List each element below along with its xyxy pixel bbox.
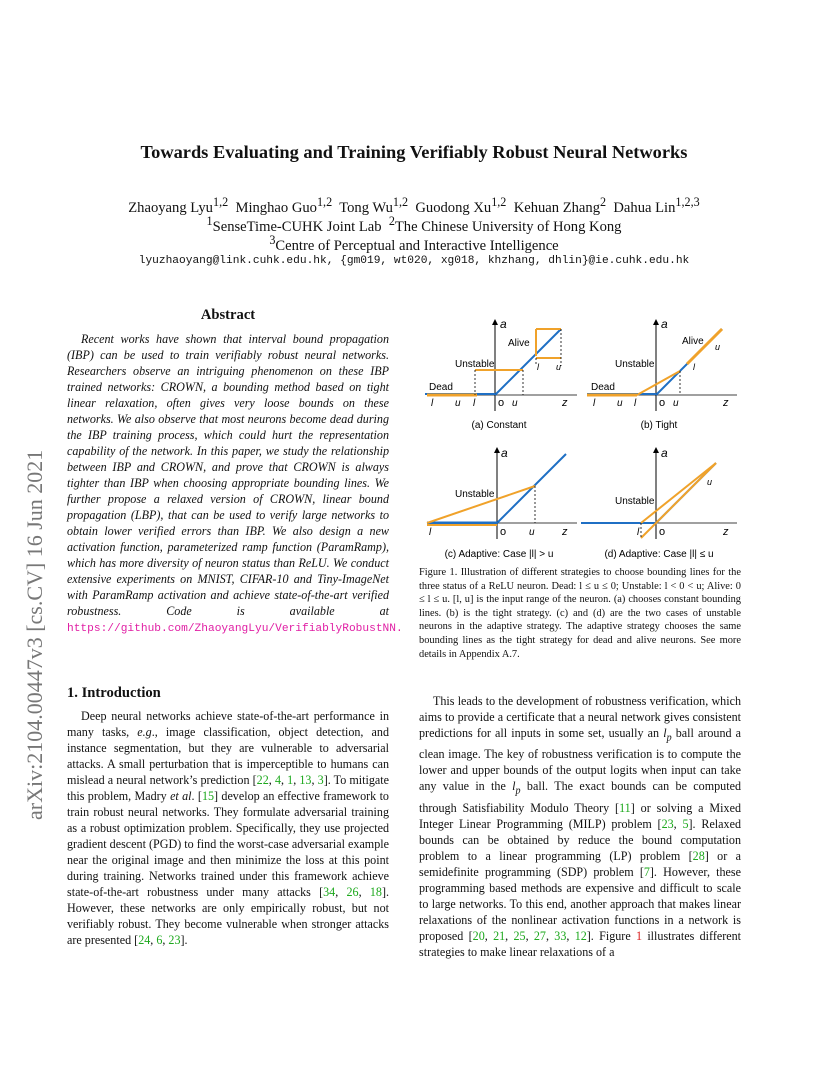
tick-u: u bbox=[707, 477, 713, 487]
abstract-heading: Abstract bbox=[200, 307, 256, 323]
author-emails: lyuzhaoyang@link.cuhk.edu.hk, {gm019, wt020, xg018, khzhang, dhlin}@ie.cuhk.edu.hk bbox=[138, 255, 690, 267]
subcaption-d: (d) Adaptive: Case |l| ≤ u bbox=[604, 549, 714, 560]
label-a: a bbox=[661, 317, 668, 331]
arxiv-stamp: arXiv:2104.00447v3 [cs.CV] 16 Jun 2021 bbox=[22, 449, 47, 820]
label-a: a bbox=[661, 446, 668, 460]
affiliation-line-2: $^3$Centre of Perceptual and Interactive Intelligence bbox=[269, 233, 559, 254]
panel-c-adaptive-large-l bbox=[427, 446, 577, 560]
label-z: z bbox=[562, 397, 568, 409]
label-dead: Dead bbox=[429, 382, 453, 393]
code-link[interactable]: https://github.com/ZhaoyangLyu/VerifiablyRobustNN. bbox=[67, 623, 403, 635]
origin-label: o bbox=[659, 526, 666, 538]
tick-l: l bbox=[693, 362, 695, 372]
affiliation-line-1: $^1$SenseTime-CUHK Joint Lab $^2$The Chinese University of Hong Kong bbox=[206, 214, 622, 235]
relu-line bbox=[497, 454, 566, 523]
tick-u: u bbox=[529, 527, 535, 538]
panel-a-constant bbox=[425, 317, 577, 431]
paper-title: Towards Evaluating and Training Verifiably Robust Neural Networks bbox=[140, 142, 688, 162]
label-dead: Dead bbox=[591, 382, 615, 393]
label-unstable: Unstable bbox=[615, 359, 655, 370]
label-z: z bbox=[723, 397, 729, 409]
label-unstable: Unstable bbox=[455, 489, 495, 500]
panel-d-adaptive-small-l bbox=[581, 446, 737, 560]
tick-l: l bbox=[473, 398, 476, 409]
tick-l: l bbox=[634, 398, 637, 409]
tick-l: l bbox=[537, 362, 539, 372]
tick-l: l bbox=[429, 527, 432, 538]
upper-bound-line bbox=[641, 463, 716, 523]
tick-u: u bbox=[512, 398, 518, 409]
subcaption-b: (b) Tight bbox=[640, 420, 678, 431]
author-list: Zhaoyang Lyu$^{1,2}$ Minghao Guo$^{1,2}$ Tong Wu$^{1,2}$ Guodong Xu$^{1,2}$ Kehuan Zhang$^2$ Dahua Lin$^{1,2,3}$ bbox=[128, 195, 700, 216]
origin-label: o bbox=[500, 526, 507, 538]
label-z: z bbox=[723, 526, 729, 538]
label-a: a bbox=[500, 317, 507, 331]
origin-label: o bbox=[498, 397, 505, 409]
subcaption-c: (c) Adaptive: Case |l| > u bbox=[444, 549, 554, 560]
label-unstable: Unstable bbox=[615, 496, 655, 507]
label-alive: Alive bbox=[682, 336, 704, 347]
abstract-text: Recent works have shown that interval bound propagation (IBP) can be used to train verifiably robust neural networks. Researchers observe an intriguing phenomenon on these IBP trained networks: CROWN, a bounding method based on tight linear relaxation, often gives very loose bounds on these networks. We also observe that most neurons become dead during the IBP training process, which could hurt the representation capability of the network. In this paper, we study the relationship between IBP and CROWN, and prove that CROWN is always tighter than IBP when choosing appropriate bounding lines. We further propose a relaxed version of CROWN, linear bound propagation (LBP), that can be used to verify large networks to obtain lower verified errors than IBP. We also design a new activation function, parameterized ramp function (ParamRamp), which has more diversity of neuron status than ReLU. We conduct extensive experiments on MNIST, CIFAR-10 and Tiny-ImageNet with ParamRamp activation and achieve state-of-the-art verified robustness. Code is available at bbox=[67, 332, 389, 618]
intro-paragraph-left: Deep neural networks achieve state-of-the-art performance in many tasks, e.g., image classification, object detection, and instance segmentation, but they are vulnerable to adversarial attacks. A small perturbation that is imperceptible to humans can mislead a neural network’s prediction [22, 4, 1, 13, 3]. To mitigate this problem, Madry et al. [15] develop an effective framework to train robust neural networks. They formulate adversarial training as a robust optimization problem. Specifically, they use projected gradient descent (PGD) to find the worst-case adversarial example near the original image and then minimize the loss at this point during training. Networks trained under this framework achieve state-of-the-art robustness under many attacks [34, 26, 18]. However, these networks are only empirically robust, but not verifiably robust. They become vulnerable when stronger attacks are presented [24, 6, 23]. bbox=[67, 709, 390, 947]
section-heading: 1. Introduction bbox=[67, 685, 161, 701]
intro-paragraph-right: This leads to the development of robustness verification, which aims to provide a certificate that a neural network gives consistent predictions for all inputs in some set, usually an $l_p$ ball around a clean image. The key of robustness verification is to compute the lower and upper bounds of the output logits when input can take any value in the $l_p$ ball. The exact bounds can be computed through Satisfiability Modulo Theory [11] or solving a Mixed Integer Linear Programming (MILP) problem [23, 5]. Relaxed bounds can be obtained by reduce the bound computation problem to a linear programming (LP) problem [28] or a semidefinite programming (SDP) problem [7]. However, these programming based methods are expensive and difficult to scale to large networks. To this end, another approach that makes linear relaxations of the nonlinear activation functions in a network is proposed [20, 21, 25, 27, 33, 12]. Figure 1 illustrates different strategies to make linear relaxations of a bbox=[419, 694, 742, 959]
tick-l: l bbox=[637, 527, 640, 538]
label-a: a bbox=[501, 446, 508, 460]
tick-l: l bbox=[593, 398, 596, 409]
tick-l: l bbox=[431, 398, 434, 409]
panel-b-tight bbox=[587, 317, 737, 431]
tick-u: u bbox=[673, 398, 679, 409]
subcaption-a: (a) Constant bbox=[471, 420, 527, 431]
tick-u: u bbox=[455, 398, 461, 409]
tick-u: u bbox=[617, 398, 623, 409]
figure-caption: Figure 1. Illustration of different strategies to choose bounding lines for the three status of a ReLU neuron. Dead: l ≤ u ≤ 0; Unstable: l < 0 < u; Alive: 0 ≤ l ≤ u. [l, u] is the input range of the neuron. (a) chooses constant bounding lines. (b) is the tight strategy. (c) and (d) are the two cases of unstable neurons in the adaptive strategy. The adaptive strategy chooses the same bounding lines as the tight strategy for dead and alive neurons. See more details in Appendix A.7. bbox=[419, 567, 741, 660]
label-unstable: Unstable bbox=[455, 359, 495, 370]
abstract-body bbox=[67, 331, 403, 637]
label-alive: Alive bbox=[508, 338, 530, 349]
label-z: z bbox=[562, 526, 568, 538]
origin-label: o bbox=[659, 397, 666, 409]
figure-1 bbox=[419, 314, 741, 564]
tick-u: u bbox=[556, 362, 562, 372]
tick-u: u bbox=[715, 342, 721, 352]
